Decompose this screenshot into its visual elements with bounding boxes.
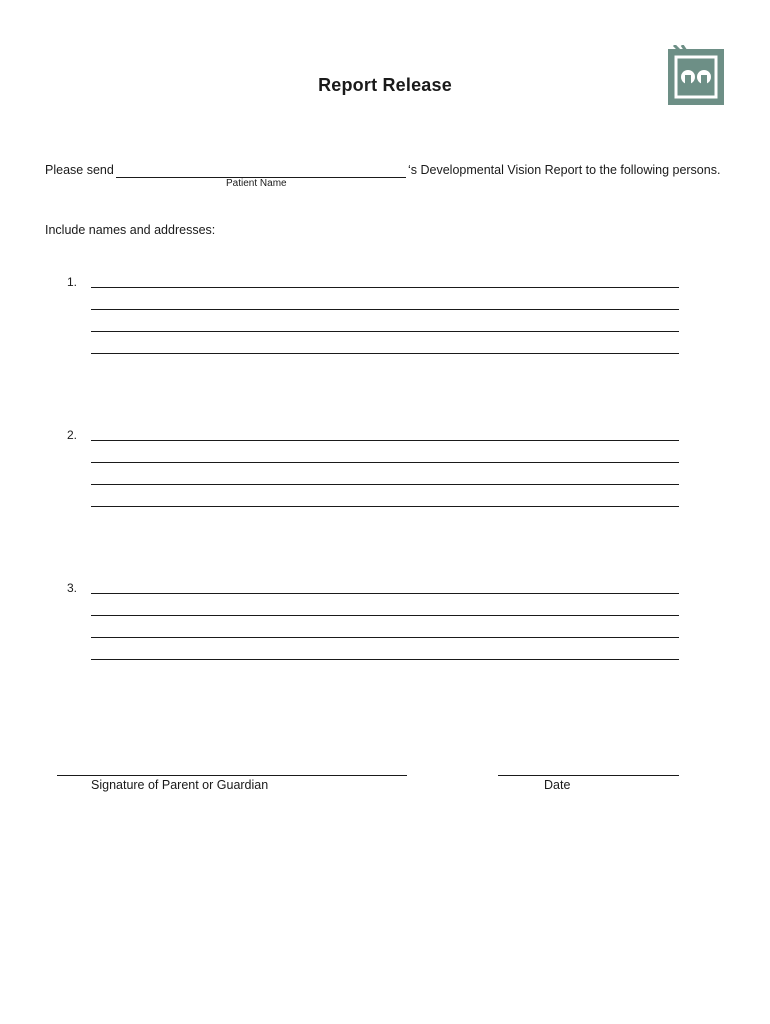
entry-number: 2. [67,428,78,442]
report-recipients-text: ‘s Developmental Vision Report to the following persons. [408,163,721,177]
entry-1-line-3[interactable] [91,331,679,332]
clinic-logo [668,45,724,105]
entry-2-line-1[interactable] [91,440,679,441]
entry-1-line-1[interactable] [91,287,679,288]
patient-name-caption: Patient Name [226,178,287,189]
entry-1-line-4[interactable] [91,353,679,354]
please-send-label: Please send [45,163,114,177]
entry-2-line-4[interactable] [91,506,679,507]
entry-2-line-2[interactable] [91,462,679,463]
entry-3-line-2[interactable] [91,615,679,616]
signature-line[interactable] [57,775,407,776]
entry-1-line-2[interactable] [91,309,679,310]
entry-number: 1. [67,275,78,289]
entry-number: 3. [67,581,78,595]
signature-label: Signature of Parent or Guardian [91,778,269,792]
entry-3-line-4[interactable] [91,659,679,660]
page-title: Report Release [318,75,452,95]
date-line[interactable] [498,775,679,776]
entry-3-line-1[interactable] [91,593,679,594]
include-label: Include names and addresses: [45,223,216,237]
date-label: Date [544,778,571,792]
entry-3-line-3[interactable] [91,637,679,638]
entry-2-line-3[interactable] [91,484,679,485]
